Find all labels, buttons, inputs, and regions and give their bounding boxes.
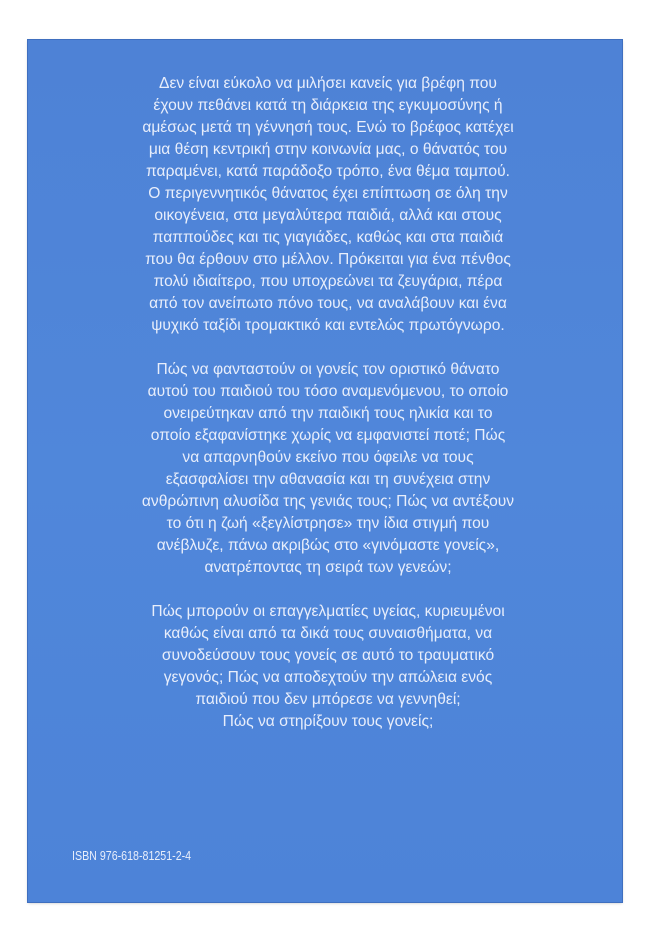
text-line: παππούδες και τις γιαγιάδες, καθώς και στα παιδιά [152,229,504,246]
text-line: ανατρέποντας τη σειρά των γενεών; [204,559,452,576]
text-line: παραμένει, κατά παράδοξο τρόπο, ένα θέμα ταμπού. [146,163,510,180]
paragraph-3 [68,601,588,733]
text-line: οικογένεια, στα μεγαλύτερα παιδιά, αλλά και στους [154,207,502,224]
text-line: Πώς να φανταστούν οι γονείς τον οριστικό θάνατο [156,361,500,378]
text-line: γεγονός; Πώς να αποδεχτούν την απώλεια ενός [163,669,493,686]
text-line: εξασφαλίσει την αθανασία και τη συνέχεια στην [165,471,491,488]
paragraph-1 [68,73,588,337]
text-line: ανέβλυζε, πάνω ακριβώς στο «γινόμαστε γονείς», [156,537,500,554]
text-line: μια θέση κεντρική στην κοινωνία μας, ο θάνατός του [148,141,508,158]
paragraph-2 [68,359,588,579]
text-line: Πώς να στηρίξουν τους γονείς; [222,713,434,730]
text-line: συνοδεύσουν τους γονείς σε αυτό το τραυματικό [161,647,495,664]
text-line: έχουν πεθάνει κατά τη διάρκεια της εγκυμοσύνης ή [153,97,503,114]
text-line: παιδιού που δεν μπόρεσε να γεννηθεί; [195,691,461,708]
text-line: πολύ ιδιαίτερο, που υποχρεώνει τα ζευγάρια, πέρα [153,273,503,290]
back-cover [28,40,622,902]
text-line: ανθρώπινη αλυσίδα της γενιάς τους; Πώς να αντέξουν [141,493,515,510]
text-line: να απαρνηθούν εκείνο που όφειλε να τους [182,449,474,466]
text-line: Ο περιγεννητικός θάνατος έχει επίπτωση σε όλη την [148,185,508,202]
text-line: Δεν είναι εύκολο να μιλήσει κανείς για βρέφη που [159,75,497,92]
text-line: ονειρεύτηκαν από την παιδική τους ηλικία και το [163,405,493,422]
blurb-text [68,73,588,755]
text-line: Πώς μπορούν οι επαγγελματίες υγείας, κυριευμένοι [151,603,505,620]
text-line: το ότι η ζωή «ξεγλίστρησε» την ίδια στιγμή που [166,515,490,532]
text-line: ψυχικό ταξίδι τρομακτικό και εντελώς πρωτόγνωρο. [151,317,505,334]
text-line: αυτού του παιδιού του τόσο αναμενόμενου, το οποίο [147,383,509,400]
text-line: που θα έρθουν στο μέλλον. Πρόκειται για ένα πένθος [145,251,511,268]
text-line: αμέσως μετά τη γέννησή τους. Ενώ το βρέφος κατέχει [142,119,514,136]
text-line: από τον ανείπωτο πόνο τους, να αναλάβουν και ένα [149,295,507,312]
isbn-label: ISBN 976-618-81251-2-4 [72,848,192,863]
text-line: οποίο εξαφανίστηκε χωρίς να εμφανιστεί ποτέ; Πώς [150,427,506,444]
text-line: καθώς είναι από τα δικά τους συναισθήματα, να [163,625,493,642]
